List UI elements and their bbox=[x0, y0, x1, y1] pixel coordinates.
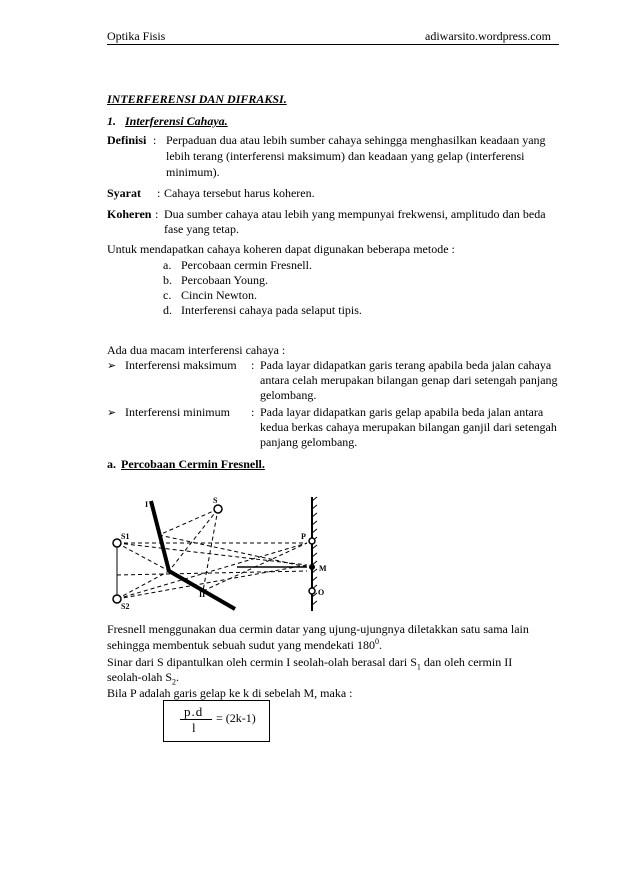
type-min-line-1: Pada layar didapatkan garis gelap apabila beda jalan antara bbox=[260, 405, 544, 419]
koheren-label: Koheren bbox=[107, 207, 152, 221]
point-p-label: P bbox=[301, 532, 306, 541]
source-s1-label: S1 bbox=[121, 532, 130, 541]
types-intro: Ada dua macam interferensi cahaya : bbox=[107, 343, 286, 357]
para3: Bila P adalah garis gelap ke k di sebelah M, maka : bbox=[107, 686, 353, 700]
definisi-line-3: minimum). bbox=[166, 165, 220, 179]
source-s bbox=[214, 505, 222, 513]
method-text-a: Percobaan cermin Fresnell. bbox=[181, 258, 312, 272]
method-text-d: Interferensi cahaya pada selaput tipis. bbox=[181, 303, 362, 317]
koheren-line-2: fase yang tetap. bbox=[164, 222, 239, 236]
point-o-label: O bbox=[318, 588, 325, 597]
definisi-label: Definisi bbox=[107, 133, 147, 147]
definisi-sep: : bbox=[153, 133, 157, 147]
header-left: Optika Fisis bbox=[107, 29, 166, 43]
method-text-c: Cincin Newton. bbox=[181, 288, 257, 302]
section-heading: Interferensi Cahaya. bbox=[125, 114, 228, 128]
point-m-label: M bbox=[319, 564, 327, 573]
source-s2-label: S2 bbox=[121, 602, 130, 611]
type-min-name: Interferensi minimum bbox=[125, 405, 230, 419]
subsection-heading: Percobaan Cermin Fresnell. bbox=[121, 457, 265, 471]
para2-line-1: Sinar dari S dipantulkan oleh cermin I seolah-olah berasal dari $S_1$ dan oleh cermin II bbox=[107, 655, 513, 672]
definisi-line-2: lebih terang (interferensi maksimum) dan keadaan yang gelap (interferensi bbox=[166, 149, 525, 163]
formula-fraction-bar bbox=[180, 719, 212, 720]
type-max-name: Interferensi maksimum bbox=[125, 358, 237, 372]
section-number: 1. bbox=[107, 114, 116, 128]
subsection-letter: a. bbox=[107, 457, 116, 471]
arrow-bullet-icon: ➢ bbox=[107, 406, 117, 419]
type-max-line-1: Pada layar didapatkan garis terang apabila beda jalan cahaya bbox=[260, 358, 552, 372]
para1-line-1: Fresnell menggunakan dua cermin datar yang ujung-ujungnya diletakkan satu sama lain bbox=[107, 622, 529, 636]
type-max-sep: : bbox=[251, 358, 255, 372]
source-s1 bbox=[113, 539, 121, 547]
definisi-line-1: Perpaduan dua atau lebih sumber cahaya sehingga menghasilkan keadaan yang bbox=[166, 133, 546, 147]
formula-rhs: = (2k-1) bbox=[216, 711, 256, 725]
mirror-two-label: II bbox=[199, 590, 206, 599]
koheren-sep: : bbox=[155, 207, 159, 221]
method-letter-d: d. bbox=[163, 303, 172, 317]
methods-intro: Untuk mendapatkan cahaya koheren dapat digunakan beberapa metode : bbox=[107, 242, 455, 256]
type-min-sep: : bbox=[251, 405, 255, 419]
formula-numerator: p.d bbox=[184, 704, 204, 719]
method-text-b: Percobaan Young. bbox=[181, 273, 268, 287]
syarat-text: Cahaya tersebut harus koheren. bbox=[164, 186, 315, 200]
method-letter-c: c. bbox=[163, 288, 172, 302]
type-min-line-3: panjang gelombang. bbox=[260, 435, 358, 449]
mirror-one bbox=[151, 501, 169, 571]
type-min-line-2: kedua berkas cahaya merupakan bilangan ganjil dari setengah bbox=[260, 420, 557, 434]
header-right: adiwarsito.wordpress.com bbox=[425, 29, 551, 43]
type-max-line-2: antara celah merupakan bilangan genap dari setengah panjang bbox=[260, 373, 558, 387]
para1-line-2: sehingga membentuk sebuah sudut yang mendekati $180^0$. bbox=[107, 637, 382, 652]
para2-line-2: seolah-olah $S_2$. bbox=[107, 670, 179, 687]
source-s-label: S bbox=[213, 496, 218, 505]
point-p bbox=[309, 538, 315, 544]
koheren-line-1: Dua sumber cahaya atau lebih yang mempunyai frekwensi, amplitudo dan beda bbox=[164, 207, 546, 221]
mirror-one-label: I bbox=[145, 500, 149, 509]
source-s2 bbox=[113, 595, 121, 603]
page-title: INTERFERENSI DAN DIFRAKSI. bbox=[107, 92, 287, 106]
syarat-label: Syarat bbox=[107, 186, 141, 200]
fresnel-mirror-diagram bbox=[107, 495, 331, 613]
method-letter-a: a. bbox=[163, 258, 172, 272]
syarat-sep: : bbox=[157, 186, 161, 200]
type-max-line-3: gelombang. bbox=[260, 388, 317, 402]
point-m bbox=[309, 564, 315, 570]
ray-lines bbox=[117, 509, 307, 599]
method-letter-b: b. bbox=[163, 273, 172, 287]
point-o bbox=[309, 588, 315, 594]
header-rule bbox=[107, 44, 559, 45]
arrow-bullet-icon: ➢ bbox=[107, 359, 117, 372]
formula-denominator: l bbox=[192, 720, 196, 735]
